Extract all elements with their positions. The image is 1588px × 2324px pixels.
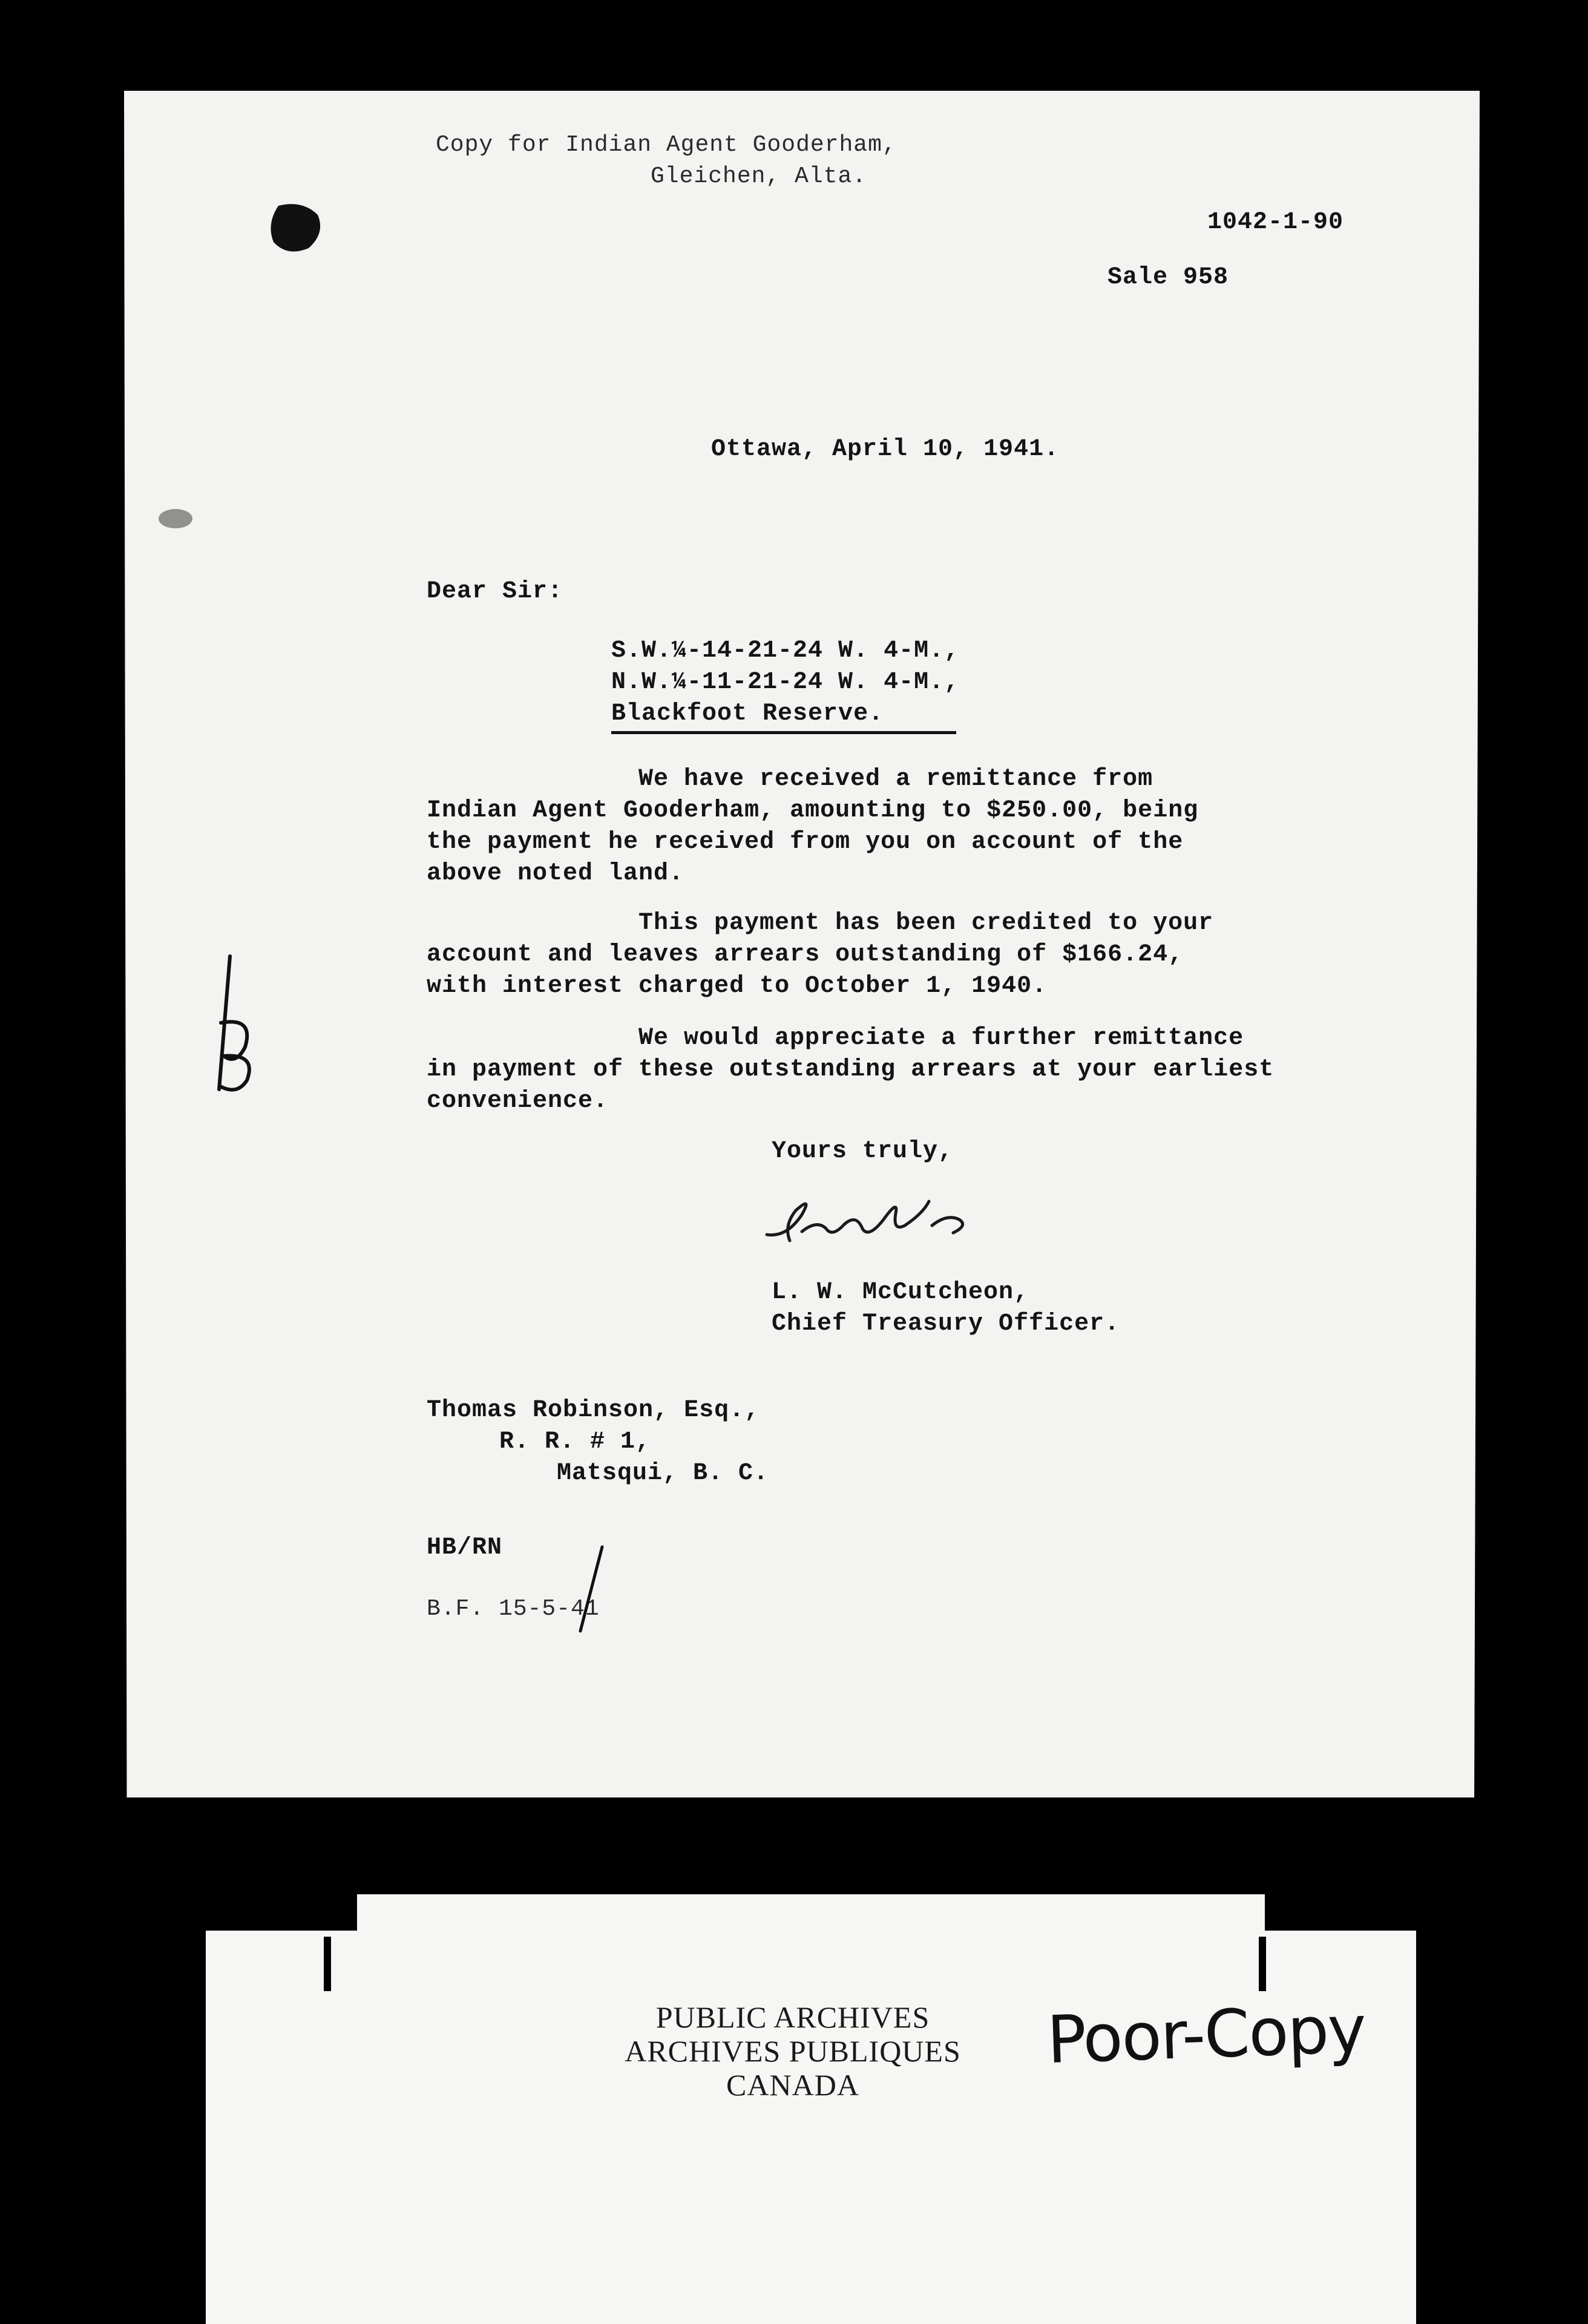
subject-line-2: N.W.¼-11-21-24 W. 4-M., — [611, 669, 960, 696]
p2-line-3: with interest charged to October 1, 1940. — [427, 973, 1048, 1000]
closing: Yours truly, — [772, 1138, 954, 1165]
copy-line-2: Gleichen, Alta. — [651, 163, 867, 189]
subject-line-1: S.W.¼-14-21-24 W. 4-M., — [611, 637, 960, 665]
p2-line-2: account and leaves arrears outstanding of $166.24, — [427, 941, 1184, 968]
date-line: Ottawa, April 10, 1941. — [711, 436, 1060, 463]
margin-handwritten-mark — [212, 950, 260, 1095]
card-notch-right — [1259, 1937, 1266, 1991]
paragraph-2 — [427, 908, 1213, 1002]
archive-card-stem — [357, 1894, 1265, 2324]
archive-line-1: PUBLIC ARCHIVES — [655, 2000, 930, 2034]
p3-line-3: convenience. — [427, 1088, 609, 1115]
p3-line-1: We would appreciate a further remittance — [638, 1025, 1244, 1052]
signer-name: L. W. McCutcheon, — [772, 1279, 1029, 1306]
reference-initials: HB/RN — [427, 1534, 503, 1561]
signature — [760, 1177, 977, 1256]
archive-stamp — [581, 2000, 1005, 2102]
handwritten-poor-copy-note: Poor-Copy — [1045, 1991, 1367, 2079]
archive-line-2: ARCHIVES PUBLIQUES — [625, 2034, 961, 2068]
copy-line-1: Copy for Indian Agent Gooderham, — [436, 132, 897, 158]
p1-line-1: We have received a remittance from — [638, 766, 1153, 793]
paragraph-1 — [427, 764, 1198, 890]
file-number: 1042-1-90 — [1207, 209, 1344, 236]
signer-title: Chief Treasury Officer. — [772, 1310, 1120, 1338]
p1-line-2: Indian Agent Gooderham, amounting to $250.00, being — [427, 797, 1199, 824]
signer-block — [772, 1277, 1120, 1340]
subject-block — [611, 635, 959, 734]
ink-blot — [266, 200, 324, 254]
archive-line-3: CANADA — [726, 2068, 859, 2102]
p3-line-2: in payment of these outstanding arrears at your earliest — [427, 1056, 1275, 1083]
recipient-town: Matsqui, B. C. — [557, 1460, 769, 1487]
sale-number: Sale 958 — [1107, 264, 1229, 291]
p2-line-1: This payment has been credited to your — [638, 910, 1214, 937]
p1-line-4: above noted land. — [427, 860, 684, 887]
tick-mark — [572, 1543, 608, 1634]
subject-line-3: Blackfoot Reserve. — [611, 698, 956, 734]
card-notch-left — [324, 1937, 331, 1991]
paragraph-3 — [427, 1023, 1274, 1117]
p1-line-3: the payment he received from you on account of the — [427, 829, 1184, 856]
bf-note: B.F. 15-5-41 — [427, 1596, 600, 1622]
salutation: Dear Sir: — [427, 578, 563, 605]
recipient-route: R. R. # 1, — [499, 1428, 651, 1456]
smudge-mark — [154, 505, 197, 533]
recipient-name: Thomas Robinson, Esq., — [427, 1397, 760, 1424]
recipient-block — [427, 1395, 769, 1489]
